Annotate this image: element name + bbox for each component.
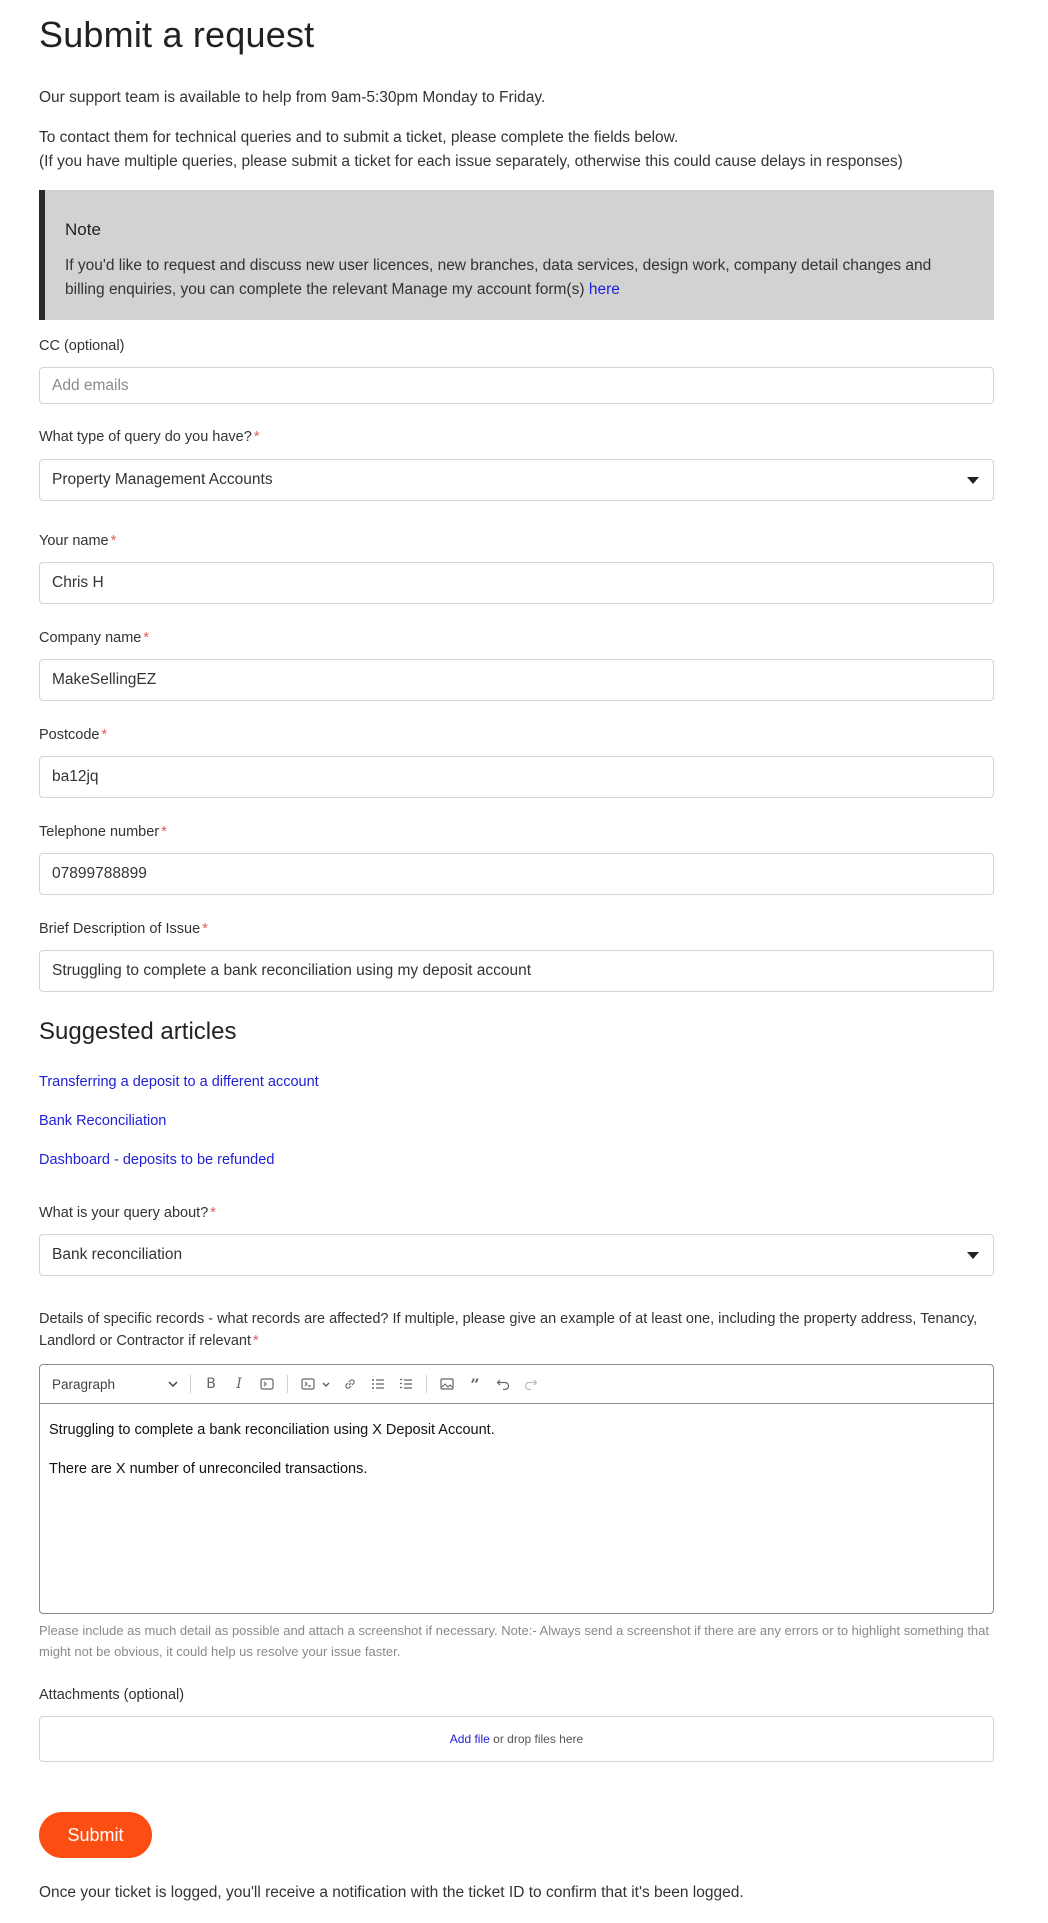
editor-content[interactable] bbox=[40, 1404, 993, 1514]
name-input[interactable] bbox=[39, 562, 994, 604]
postcode-input[interactable] bbox=[39, 756, 994, 798]
attachments-label: Attachments (optional) bbox=[39, 1687, 185, 1703]
editor-paragraph: Struggling to complete a bank reconciliation using X Deposit Account. bbox=[49, 1422, 495, 1438]
caret-down-icon bbox=[967, 477, 979, 484]
query-type-value: Property Management Accounts bbox=[52, 471, 273, 488]
add-file-link[interactable]: Add file bbox=[449, 1732, 490, 1746]
chevron-down-icon[interactable] bbox=[322, 1382, 330, 1387]
details-label: Details of specific records - what records are affected? If multiple, please give an example of at least one, including the property address, Tenancy, Landlord or Contractor if relevant * bbox=[39, 1311, 978, 1349]
company-label: Company name * bbox=[39, 630, 150, 646]
support-hours-text: Our support team is available to help from 9am-5:30pm Monday to Friday. bbox=[39, 89, 546, 106]
paragraph-style-label: Paragraph bbox=[52, 1376, 116, 1392]
cc-email-input[interactable] bbox=[39, 367, 994, 404]
quote-icon[interactable]: ” bbox=[470, 1374, 480, 1394]
cc-label: CC (optional) bbox=[39, 338, 125, 354]
postcode-label: Postcode * bbox=[39, 727, 108, 743]
link-icon[interactable] bbox=[336, 1372, 364, 1396]
company-value: MakeSellingEZ bbox=[52, 671, 157, 688]
caret-down-icon bbox=[967, 1252, 979, 1259]
editor-paragraph: There are X number of unreconciled transactions. bbox=[49, 1461, 368, 1477]
editor-toolbar bbox=[40, 1365, 993, 1404]
note-title: Note bbox=[65, 220, 101, 239]
attachments-dropzone[interactable] bbox=[39, 1716, 994, 1762]
numbered-list-icon[interactable] bbox=[392, 1372, 420, 1396]
cc-placeholder: Add emails bbox=[52, 376, 129, 394]
query-about-value: Bank reconciliation bbox=[52, 1246, 183, 1263]
description-input[interactable] bbox=[39, 950, 994, 992]
intro-instructions: To contact them for technical queries and to submit a ticket, please complete the fields below. bbox=[39, 129, 679, 146]
name-label: Your name * bbox=[39, 533, 117, 549]
company-input[interactable] bbox=[39, 659, 994, 701]
drop-files-text: or drop files here bbox=[489, 1732, 584, 1746]
redo-icon[interactable] bbox=[517, 1372, 545, 1396]
note-body-text: If you'd like to request and discuss new user licences, new branches, data services, design work, company detail changes and billing enquiries, you can complete the relevant Manage my account form(s) bbox=[65, 257, 932, 298]
suggested-article-link[interactable]: Dashboard - deposits to be refunded bbox=[39, 1152, 275, 1168]
code-icon[interactable] bbox=[253, 1372, 281, 1396]
details-hint-text: Please include as much detail as possible and attach a screenshot if necessary. Note:- Always send a screenshot if there are any errors or to highlight something that might not be obvious, it could help us resolve your issue faster. bbox=[39, 1623, 989, 1659]
telephone-input[interactable] bbox=[39, 853, 994, 895]
code-block-icon[interactable] bbox=[294, 1372, 322, 1396]
query-about-label: What is your query about? * bbox=[39, 1205, 216, 1221]
manage-account-link[interactable]: here bbox=[588, 281, 620, 298]
query-type-label: What type of query do you have? * bbox=[39, 429, 260, 445]
note-body bbox=[65, 254, 974, 302]
telephone-label: Telephone number * bbox=[39, 824, 167, 840]
bulleted-list-icon[interactable] bbox=[364, 1372, 392, 1396]
image-icon[interactable] bbox=[433, 1372, 461, 1396]
name-value: Chris H bbox=[52, 574, 104, 591]
italic-icon[interactable]: I bbox=[236, 1376, 242, 1392]
query-type-select[interactable] bbox=[39, 459, 994, 501]
description-label: Brief Description of Issue * bbox=[39, 921, 208, 937]
telephone-value: 07899788899 bbox=[52, 865, 147, 882]
paragraph-style-select[interactable] bbox=[52, 1377, 184, 1392]
bold-icon[interactable]: B bbox=[206, 1376, 216, 1392]
description-value: Struggling to complete a bank reconciliation using my deposit account bbox=[52, 962, 532, 979]
page-title: Submit a request bbox=[39, 14, 315, 55]
undo-icon[interactable] bbox=[489, 1372, 517, 1396]
note-box bbox=[39, 190, 994, 320]
postcode-value: ba12jq bbox=[52, 768, 99, 785]
chevron-down-icon bbox=[168, 1381, 178, 1387]
submit-button[interactable]: Submit bbox=[39, 1812, 152, 1858]
ticket-confirmation-note: Once your ticket is logged, you'll receive a notification with the ticket ID to confirm that it's been logged. bbox=[39, 1884, 744, 1901]
suggested-article-link[interactable]: Bank Reconciliation bbox=[39, 1113, 167, 1129]
details-rich-text-editor[interactable] bbox=[39, 1364, 994, 1614]
suggested-articles-title: Suggested articles bbox=[39, 1018, 237, 1045]
suggested-article-link[interactable]: Transferring a deposit to a different account bbox=[39, 1074, 319, 1090]
intro-multiple-queries: (If you have multiple queries, please submit a ticket for each issue separately, otherwise this could cause delays in responses) bbox=[39, 153, 903, 170]
query-about-select[interactable] bbox=[39, 1234, 994, 1276]
